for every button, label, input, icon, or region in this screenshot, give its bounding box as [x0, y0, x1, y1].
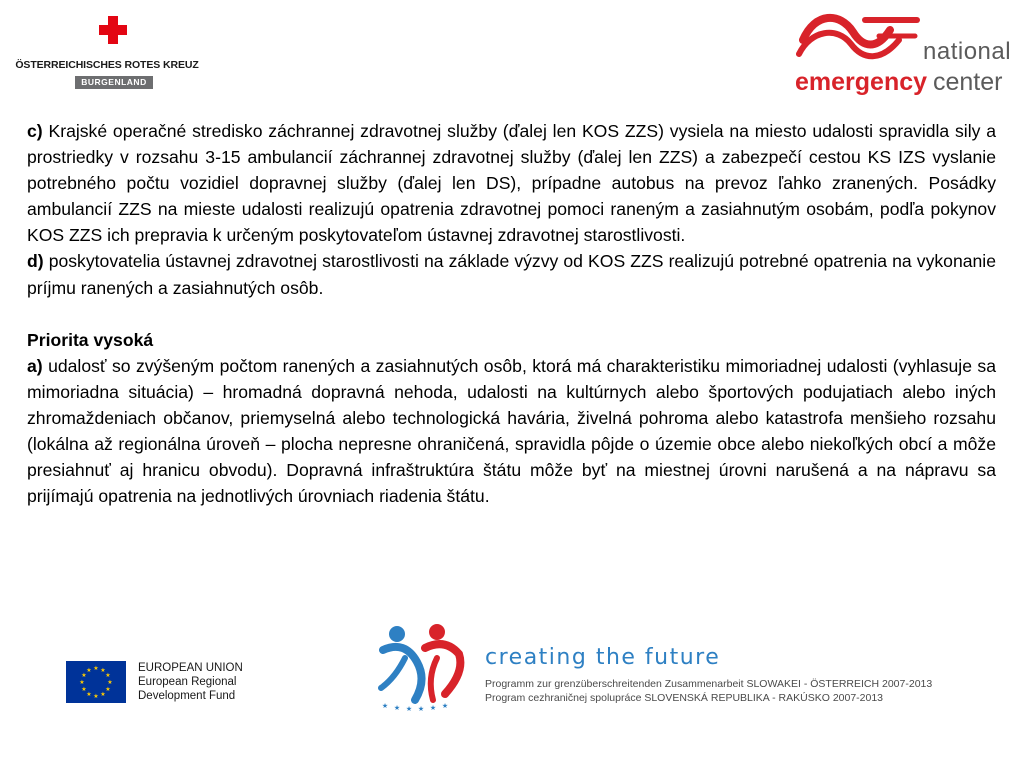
eu-line-2: European Regional [138, 676, 237, 688]
eu-flag-icon [66, 661, 126, 703]
eu-line-1: EUROPEAN UNION [138, 662, 243, 674]
body-text [27, 118, 996, 509]
svg-text:★: ★ [100, 691, 106, 698]
item-text-a: udalosť so zvýšeným počtom ranených a zasiahnutých osôb, ktorá má charakteristiku mimoriadnej udalosti (vyhlasuje sa mimoriadna situácia) – hromadná dopravná nehoda, udalosti na kultúrnych alebo športových podujatiach alebo iných zhromaždeniach občanov, priemyselná alebo technologická havária, živelná pohroma alebo katastrofa menšieho rozsahu (lokálna až regionálna úroveň – plocha nepresne ohraničená, spravidla pôjde o územie obce alebo niekoľkých obcí a môže presiahnuť aj hranicu obvodu). Dopravná infraštruktúra štátu môže byť na miestnej úrovni narušená a na nápravu sa prijímajú opatrenia na jednotlivých úrovniach riadenia štátu. [27, 355, 996, 507]
item-label-d: d) [27, 251, 44, 272]
svg-text:★: ★ [93, 693, 99, 700]
svg-text:★: ★ [100, 667, 106, 674]
svg-text:★: ★ [429, 704, 437, 712]
paragraph-c [27, 118, 996, 248]
nec-emblem-icon [795, 10, 920, 65]
item-label-a: a) [27, 355, 43, 376]
svg-text:★: ★ [79, 679, 85, 686]
paragraph-a [27, 353, 996, 510]
national-emergency-center-logo [795, 10, 1017, 100]
item-text-c: Krajské operačné stredisko záchrannej zdravotnej služby (ďalej len KOS ZZS) vysiela na miesto udalosti spravidla sily a prostriedky v rozsahu 3-15 ambulancií záchrannej zdravotnej služby (ďalej len ZZS) a zabezpečí cestou KS IZS vyslanie potrebného počtu vozidiel dopravnej služby (ďalej len DS), prípadne autobus na prevoz ľahko zranených. Posádky ambulancií ZZS na mieste udalosti realizujú opatrenia zdravotnej pomoci raneným a zasiahnutým osobám, podľa pokynov KOS ZZS ich prepravia k určeným poskytovateľom ústavnej zdravotnej starostlivosti. [27, 121, 997, 246]
svg-text:★: ★ [93, 665, 99, 672]
priority-heading: Priorita vysoká [27, 329, 154, 350]
eu-logo [66, 661, 266, 705]
item-label-c: c) [27, 121, 43, 141]
eu-line-3: Development Fund [138, 690, 236, 702]
paragraph-d [27, 248, 996, 300]
svg-text:★: ★ [417, 705, 425, 712]
red-cross-icon [99, 16, 127, 44]
ctf-program-de: Programm zur grenzüberschreitenden Zusammenarbeit SLOWAKEI - ÖSTERREICH 2007-2013 [485, 678, 933, 690]
nec-national-text: national [923, 38, 1012, 65]
svg-text:★: ★ [441, 702, 449, 710]
nec-center-text: center [933, 68, 1003, 96]
ctf-slogan: creating the future [485, 645, 721, 670]
svg-text:★: ★ [105, 686, 111, 693]
red-cross-logo [12, 10, 202, 87]
red-cross-name: ÖSTERREICHISCHES ROTES KREUZ [15, 59, 199, 71]
item-text-d: poskytovatelia ústavnej zdravotnej starostlivosti na základe výzvy od KOS ZZS realizujú potrebné opatrenia na vykonanie príjmu ranených a zasiahnutých osôb. [27, 251, 996, 298]
svg-text:★: ★ [86, 691, 92, 698]
svg-text:★: ★ [105, 672, 111, 679]
red-cross-region: BURGENLAND [75, 76, 153, 89]
people-figures-icon [375, 622, 485, 712]
svg-text:★: ★ [107, 679, 113, 686]
svg-text:★: ★ [381, 702, 389, 710]
svg-text:★: ★ [81, 672, 87, 679]
ctf-program-sk: Program cezhraničnej spolupráce SLOVENSKÁ REPUBLIKA - RAKÚSKO 2007-2013 [485, 692, 884, 704]
creating-the-future-logo [375, 622, 965, 722]
svg-text:★: ★ [405, 705, 413, 712]
svg-text:★: ★ [81, 686, 87, 693]
eu-text [138, 661, 243, 703]
svg-text:★: ★ [393, 704, 401, 712]
nec-emergency-text: emergency [795, 68, 928, 96]
svg-text:★: ★ [86, 667, 92, 674]
